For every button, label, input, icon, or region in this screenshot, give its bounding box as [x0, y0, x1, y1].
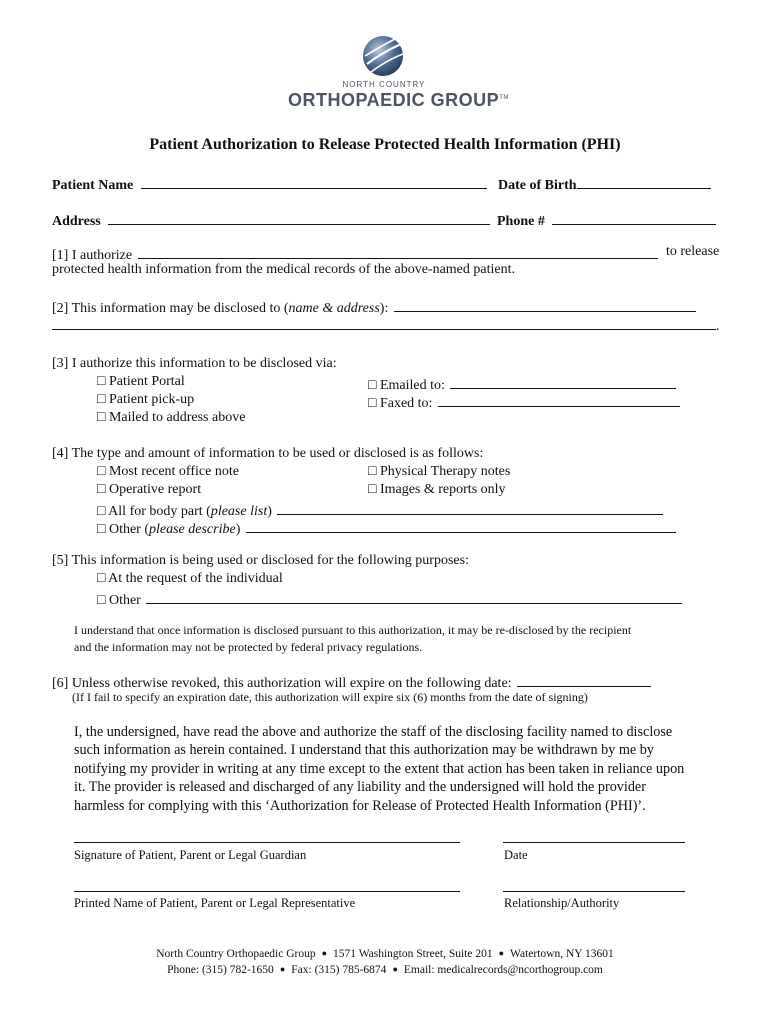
globe-logo-icon [361, 34, 405, 78]
section2-line2: . [52, 315, 720, 335]
checkbox-images-reports[interactable]: □ Images & reports only [368, 482, 506, 497]
page-title: Patient Authorization to Release Protected Health Information (PHI) [149, 136, 621, 153]
authorize-field[interactable] [138, 244, 658, 259]
address-label: Address [52, 214, 101, 229]
relationship-line[interactable] [503, 891, 685, 892]
phone-field[interactable] [552, 210, 716, 225]
phone-label: Phone # [497, 214, 545, 229]
checkbox-physical-therapy[interactable]: □ Physical Therapy notes [368, 464, 511, 479]
checkbox-patient-pickup[interactable]: □ Patient pick-up [97, 392, 195, 407]
patient-name-field[interactable] [141, 174, 487, 189]
redisclosure-notice-2: and the information may not be protected by federal privacy regulations. [74, 640, 423, 654]
phone-row [497, 210, 716, 230]
section1-suffix: to release [666, 244, 720, 259]
section1-line1: [1] I authorize [52, 244, 658, 264]
date-label: Date [504, 848, 528, 862]
checkbox-body-part[interactable]: □ All for body part (please list) [97, 504, 272, 519]
dob-row [498, 174, 711, 194]
emailed-row [368, 374, 676, 394]
date-line[interactable] [503, 842, 685, 843]
section3-heading: [3] I authorize this information to be disclosed via: [52, 356, 337, 371]
checkbox-purpose-other[interactable]: □ Other [97, 593, 141, 608]
checkbox-emailed[interactable]: □ Emailed to: [368, 378, 445, 393]
checkbox-request-individual[interactable]: □ At the request of the individual [97, 571, 283, 586]
other-describe-field[interactable] [246, 518, 676, 533]
expiration-date-field[interactable] [517, 672, 651, 687]
dob-label: Date of Birth [498, 178, 577, 193]
patient-name-row [52, 174, 487, 194]
faxed-row [368, 392, 680, 412]
dob-field[interactable] [577, 174, 711, 189]
section1-line2: protected health information from the medical records of the above-named patient. [52, 262, 515, 277]
redisclosure-notice-1: I understand that once information is disclosed pursuant to this authorization, it may be re-disclosed by the recipient [74, 623, 632, 637]
disclose-to-field-2[interactable] [52, 315, 716, 330]
fax-field[interactable] [438, 392, 680, 407]
consent-paragraph: I, the undersigned, have read the above and authorize the staff of the disclosing facility named to disclose such information as herein contained. I understand that this authorization may be withdrawn by me by notifying my provider in writing at any time except to the extent that action has been taken in reliance upon it. The provider is released and discharged of any liability and the undersigned will hold the provider harmless for complying with this ‘Authorization for Release of Protected Health Information (PHI)’. [74, 724, 685, 814]
logo-title: ORTHOPAEDIC GROUP™ [288, 90, 509, 110]
printed-name-line[interactable] [74, 891, 460, 892]
printed-name-label: Printed Name of Patient, Parent or Legal Representative [74, 896, 356, 910]
patient-name-label: Patient Name [52, 178, 134, 193]
checkbox-faxed[interactable]: □ Faxed to: [368, 396, 433, 411]
footer-line1: North Country Orthopaedic Group ● 1571 Washington Street, Suite 201 ● Watertown, NY 13601 [156, 948, 614, 960]
section2-line1: [2] This information may be disclosed to (name & address): [52, 297, 696, 317]
footer-email: Email: medicalrecords@ncorthogroup.com [403, 964, 603, 976]
checkbox-operative-report[interactable]: □ Operative report [97, 482, 202, 497]
logo-subtitle: NORTH COUNTRY [342, 80, 426, 89]
checkbox-mailed[interactable]: □ Mailed to address above [97, 410, 246, 425]
body-part-field[interactable] [277, 500, 663, 515]
other-desc-row [97, 518, 676, 538]
relationship-label: Relationship/Authority [504, 896, 620, 910]
section6-line1: [6] Unless otherwise revoked, this authorization will expire on the following date: [52, 672, 651, 692]
purpose-other-field[interactable] [146, 589, 682, 604]
signature-label: Signature of Patient, Parent or Legal Guardian [74, 848, 307, 862]
address-row [52, 210, 490, 230]
section4-heading: [4] The type and amount of information to be used or disclosed is as follows: [52, 446, 484, 461]
section5-heading: [5] This information is being used or disclosed for the following purposes: [52, 553, 469, 568]
checkbox-other-describe[interactable]: □ Other (please describe) [97, 522, 241, 537]
section6-line2: (If I fail to specify an expiration date, this authorization will expire six (6) months from the date of signing) [72, 690, 588, 704]
bodypart-row [97, 500, 663, 520]
checkbox-patient-portal[interactable]: □ Patient Portal [97, 374, 185, 389]
purpose-other-row [97, 589, 682, 609]
checkbox-office-note[interactable]: □ Most recent office note [97, 464, 239, 479]
signature-line[interactable] [74, 842, 460, 843]
email-field[interactable] [450, 374, 676, 389]
disclose-to-field[interactable] [394, 297, 696, 312]
footer-line2: Phone: (315) 782-1650 ● Fax: (315) 785-6874 ● Email: medicalrecords@ncorthogroup.com [167, 964, 603, 976]
address-field[interactable] [108, 210, 490, 225]
